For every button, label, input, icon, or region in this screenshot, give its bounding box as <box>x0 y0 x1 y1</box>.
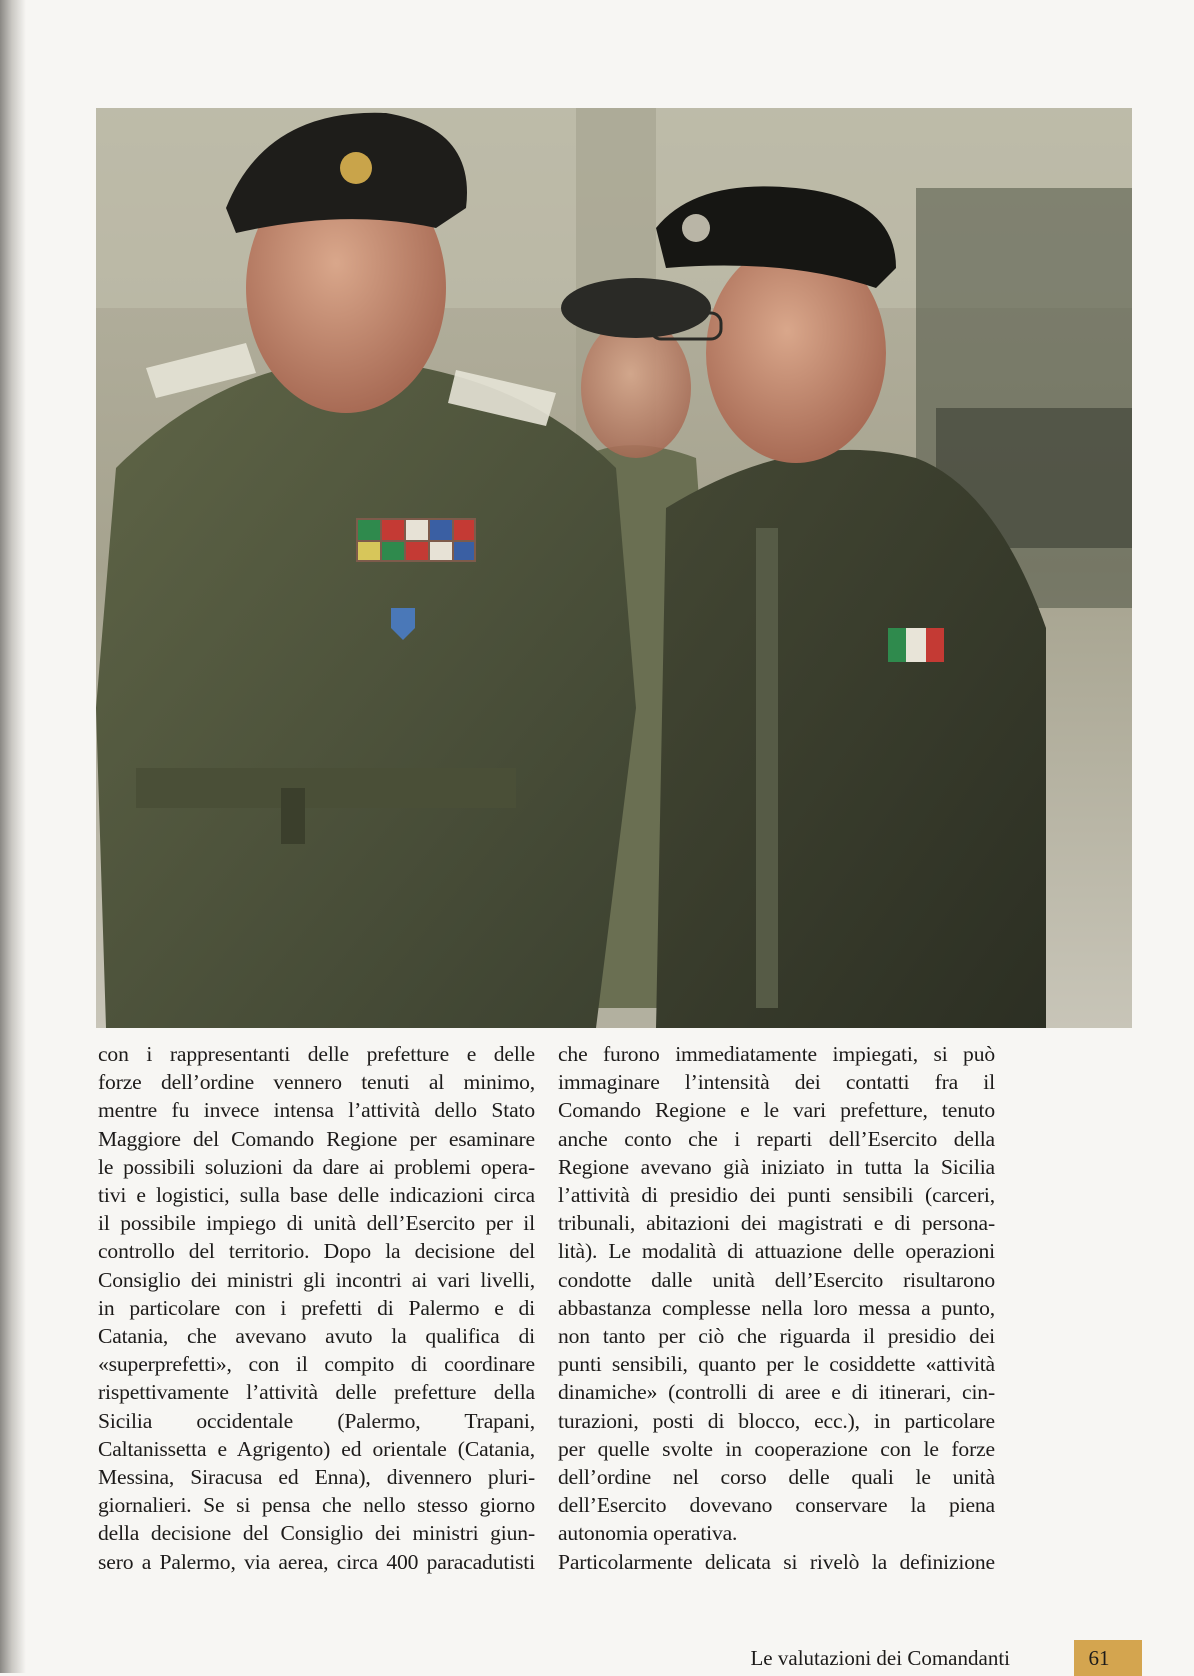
text-line: condotte dalle unità dell’Esercito risultarono <box>558 1267 995 1292</box>
photograph <box>96 108 1132 1028</box>
text-line: tivi e logistici, sulla base delle indicazioni circa <box>98 1183 535 1208</box>
text-line: Comando Regione e le vari prefetture, tenuto <box>558 1098 995 1123</box>
text-line: che furono immediatamente impiegati, si può <box>558 1042 995 1066</box>
text-line: Consiglio dei ministri gli incontri ai vari livelli, <box>98 1267 535 1292</box>
text-line: l’attività di presidio dei punti sensibili (carceri, <box>558 1183 995 1208</box>
text-line: turazioni, posti di blocco, ecc.), in particolare <box>558 1408 995 1433</box>
paragraph <box>98 1040 535 1576</box>
text-line: anche conto che i reparti dell’Esercito della <box>558 1126 995 1151</box>
page-gutter-shadow <box>0 0 26 1673</box>
text-line: forze dell’ordine vennero tenuti al minimo, <box>98 1070 535 1095</box>
page-number-tab <box>1074 1640 1142 1676</box>
text-line: Regione avevano già iniziato in tutta la Sicilia <box>558 1154 995 1179</box>
text-line: lità). Le modalità di attuazione delle operazioni <box>558 1239 995 1264</box>
text-line: per quelle svolte in cooperazione con le forze <box>558 1436 995 1461</box>
running-title: Le valutazioni dei Comandanti <box>750 1646 1010 1670</box>
text-column-right <box>558 1040 995 1576</box>
text-line: Caltanissetta e Agrigento) ed orientale (Catania, <box>98 1436 535 1461</box>
text-line: controllo del territorio. Dopo la decisione del <box>98 1239 535 1264</box>
page-number: 61 <box>1088 1646 1110 1670</box>
text-line: «superprefetti», con il compito di coordinare <box>98 1352 535 1377</box>
text-line: punti sensibili, quanto per le cosiddette «attività <box>558 1352 995 1377</box>
text-line: sero a Palermo, via aerea, circa 400 paracadutisti <box>98 1549 535 1574</box>
text-line: mentre fu invece intensa l’attività dello Stato <box>98 1098 535 1123</box>
photograph-two-officers-in-berets <box>96 108 1132 1028</box>
text-line: dinamiche» (controlli di aree e di itinerari, cin- <box>558 1380 995 1405</box>
text-line: Sicilia occidentale (Palermo, Trapani, <box>98 1408 535 1433</box>
text-line: dell’Esercito dovevano conservare la piena <box>558 1493 995 1518</box>
text-column-left <box>98 1040 535 1576</box>
text-line: Particolarmente delicata si rivelò la definizione <box>558 1549 995 1574</box>
text-line: dell’ordine nel corso delle quali le unità <box>558 1465 995 1490</box>
article-text <box>98 1040 1098 1575</box>
text-line: con i rappresentanti delle prefetture e delle <box>98 1042 535 1066</box>
text-line: le possibili soluzioni da dare ai problemi opera- <box>98 1154 535 1179</box>
text-line: abbastanza complesse nella loro messa a punto, <box>558 1295 995 1320</box>
text-line: rispettivamente l’attività delle prefetture della <box>98 1380 535 1405</box>
text-line: Messina, Siracusa ed Enna), divennero pluri- <box>98 1465 535 1490</box>
text-line: in particolare con i prefetti di Palermo e di <box>98 1295 535 1320</box>
text-line: giornalieri. Se si pensa che nello stesso giorno <box>98 1493 535 1518</box>
paragraph <box>558 1040 995 1548</box>
text-line: autonomia operativa. <box>558 1521 738 1546</box>
text-line: Catania, che avevano avuto la qualifica di <box>98 1324 535 1349</box>
text-line: Maggiore del Comando Regione per esaminare <box>98 1126 535 1151</box>
text-line: immaginare l’intensità dei contatti fra il <box>558 1070 995 1095</box>
text-line: non tanto per ciò che riguarda il presidio dei <box>558 1324 995 1349</box>
paragraph <box>558 1548 995 1576</box>
text-line: della decisione del Consiglio dei ministri giun- <box>98 1521 535 1546</box>
text-line: il possibile impiego di unità dell’Esercito per il <box>98 1211 535 1236</box>
page-footer <box>750 1640 1140 1676</box>
text-line: tribunali, abitazioni dei magistrati e di persona- <box>558 1211 995 1236</box>
